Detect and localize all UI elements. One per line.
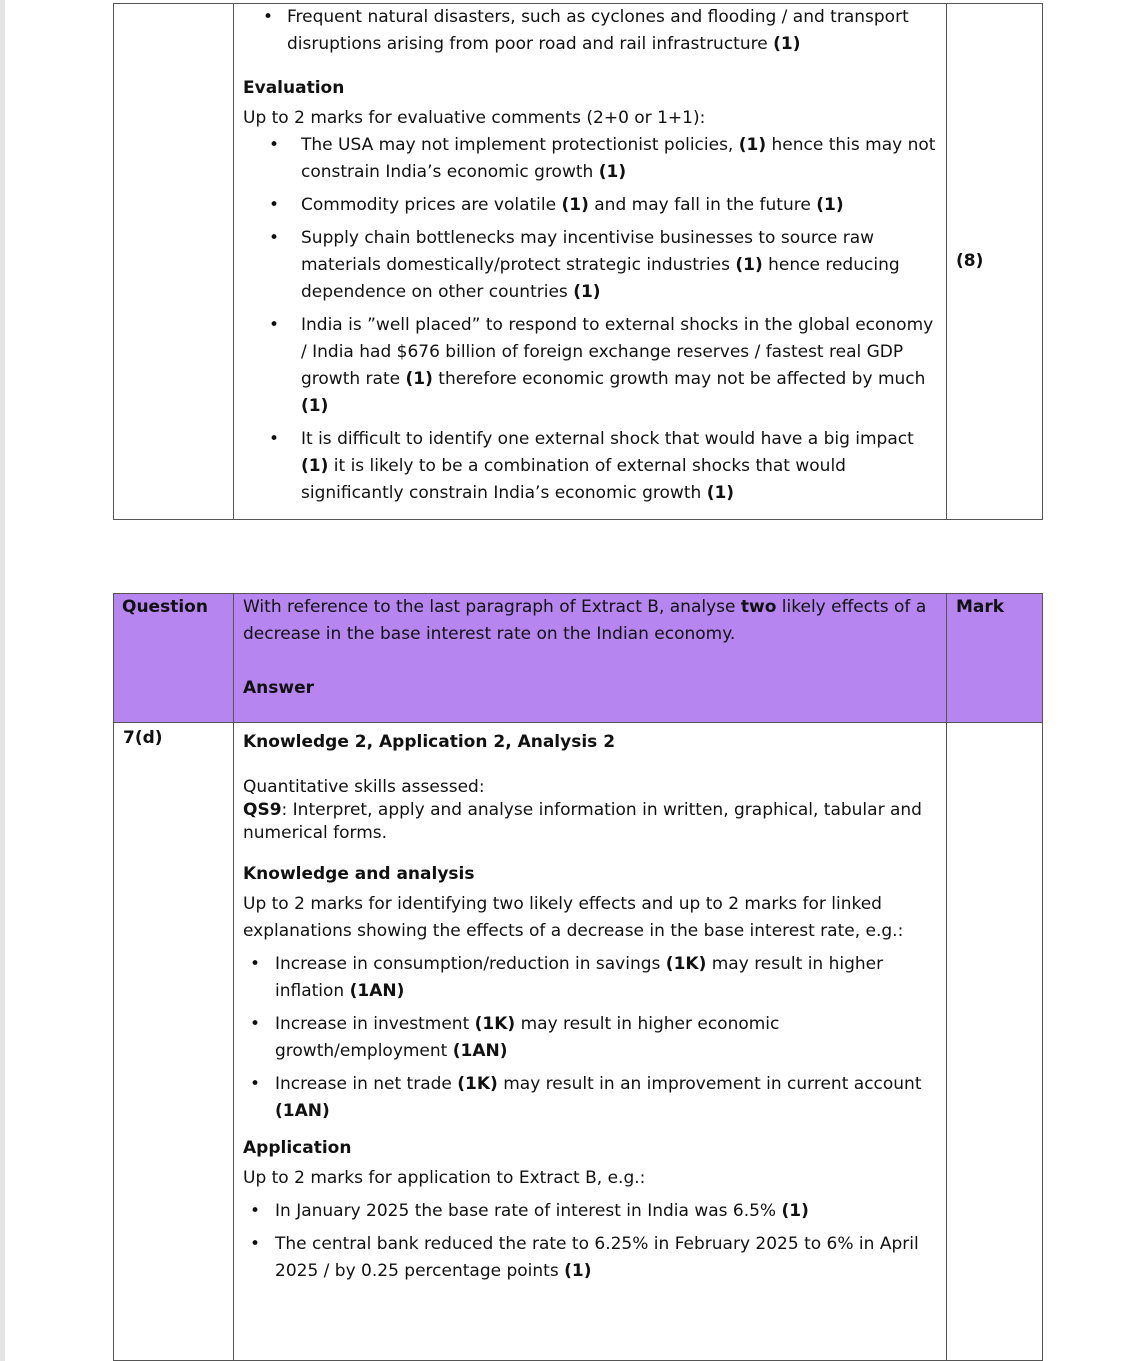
header-question-text-cell [234,594,947,723]
mark-scheme-table-7d [113,593,1043,1361]
mark-token: (1) [773,34,801,54]
mark-token: (1) [816,195,844,215]
list-item [243,1198,937,1225]
list-item [243,225,937,306]
mark-token: (1) [706,483,735,503]
list-item [243,1071,937,1125]
mark-cell [947,723,1043,1361]
mark-token: (1) [598,162,627,182]
header-answer-label: Answer [243,678,314,698]
evaluation-intro: Up to 2 marks for evaluative comments (2+0 or 1+1): [243,108,706,128]
answer-cell [234,723,947,1361]
knowledge-analysis-list [243,951,937,1125]
application-heading: Application [243,1138,352,1158]
question-text [243,594,937,648]
mark-token: (1) [405,369,433,389]
qs-text: : Interpret, apply and analyse information in written, graphical, tabular and numerical forms. [243,800,922,843]
mark-token: (1AN) [452,1041,508,1061]
mark-token: (1) [561,195,589,215]
item-text: hence this may not constrain India’s economic growth [301,135,936,182]
list-item [243,426,937,507]
item-text: The USA may not implement protectionist policies, [301,135,739,155]
knowledge-analysis-intro: Up to 2 marks for identifying two likely effects and up to 2 marks for linked explanations showing the effects of a decrease in the base interest rate, e.g.: [243,894,904,941]
mark-token: (1) [738,135,767,155]
mark-scheme-table-continued [113,3,1043,520]
item-text: may result in higher economic growth/employment [275,1014,780,1061]
mark-token: (1AN) [349,981,405,1001]
mark-token: (1) [301,396,329,416]
question-cell-empty [114,4,234,520]
answer-cell [234,4,947,520]
item-text: In January 2025 the base rate of interest in India was 6.5% [275,1201,782,1221]
item-text: Supply chain bottlenecks may incentivise businesses to source raw materials domestically/protect strategic industries [301,228,875,275]
item-text: may result in an improvement in current account [497,1074,922,1094]
mark-cell [947,4,1043,520]
list-item [243,312,937,420]
list-item [243,1231,937,1285]
item-text: Increase in net trade [275,1074,458,1094]
item-text: and may fall in the future [588,195,817,215]
item-text: It is difficult to identify one external shock that would have a big impact [301,429,914,449]
header-mark-cell [947,594,1043,723]
item-text: hence reducing dependence on other countries [301,255,900,302]
item-text: Commodity prices are volatile [301,195,562,215]
mark-token: (1K) [457,1074,498,1094]
item-text: Frequent natural disasters, such as cyclones and flooding / and transport disruptions arising from poor road and rail infrastructure [287,7,909,54]
question-text-emphasis: two [740,597,777,617]
list-item [243,192,937,219]
list-item [243,132,937,186]
mark-token: (1K) [665,954,707,974]
mark-token: (1) [301,456,329,476]
item-text: Increase in consumption/reduction in savings [275,954,666,974]
item-text: therefore economic growth may not be affected by much [432,369,926,389]
continued-list [243,4,937,58]
qs-intro: Quantitative skills assessed: [243,777,485,797]
item-text: India is ”well placed” to respond to external shocks in the global economy / India had $676 billion of foreign exchange reserves / fastest real GDP growth rate [301,315,934,389]
list-item [243,4,937,58]
mark-value: (8) [956,251,984,271]
mark-token: (1) [781,1201,809,1221]
qs-description [243,799,937,845]
question-number-cell [114,723,234,1361]
list-item [243,1011,937,1065]
evaluation-list [243,132,937,507]
header-question-cell [114,594,234,723]
header-mark-label: Mark [956,597,1005,617]
skills-heading: Knowledge 2, Application 2, Analysis 2 [243,732,616,752]
evaluation-heading: Evaluation [243,78,345,98]
question-number: 7(d) [123,728,163,748]
item-text: may result in higher inflation [275,954,884,1001]
item-text: it is likely to be a combination of external shocks that would significantly constrain India’s economic growth [301,456,846,503]
mark-token: (1) [735,255,763,275]
viewer-left-edge [0,0,5,1361]
item-text: The central bank reduced the rate to 6.25% in February 2025 to 6% in April 2025 / by 0.25 percentage points [275,1234,919,1281]
mark-token: (1) [573,282,601,302]
item-text: Increase in investment [275,1014,475,1034]
application-intro: Up to 2 marks for application to Extract B, e.g.: [243,1168,646,1188]
header-question-label: Question [122,597,208,617]
question-text-part: likely effects of a decrease in the base interest rate on the Indian economy. [243,597,927,644]
mark-token: (1AN) [275,1101,330,1121]
qs-code: QS9 [243,800,282,820]
knowledge-analysis-heading: Knowledge and analysis [243,864,475,884]
list-item [243,951,937,1005]
mark-token: (1) [564,1261,592,1281]
question-text-part: With reference to the last paragraph of Extract B, analyse [243,597,741,617]
mark-token: (1K) [474,1014,516,1034]
application-list [243,1198,937,1285]
